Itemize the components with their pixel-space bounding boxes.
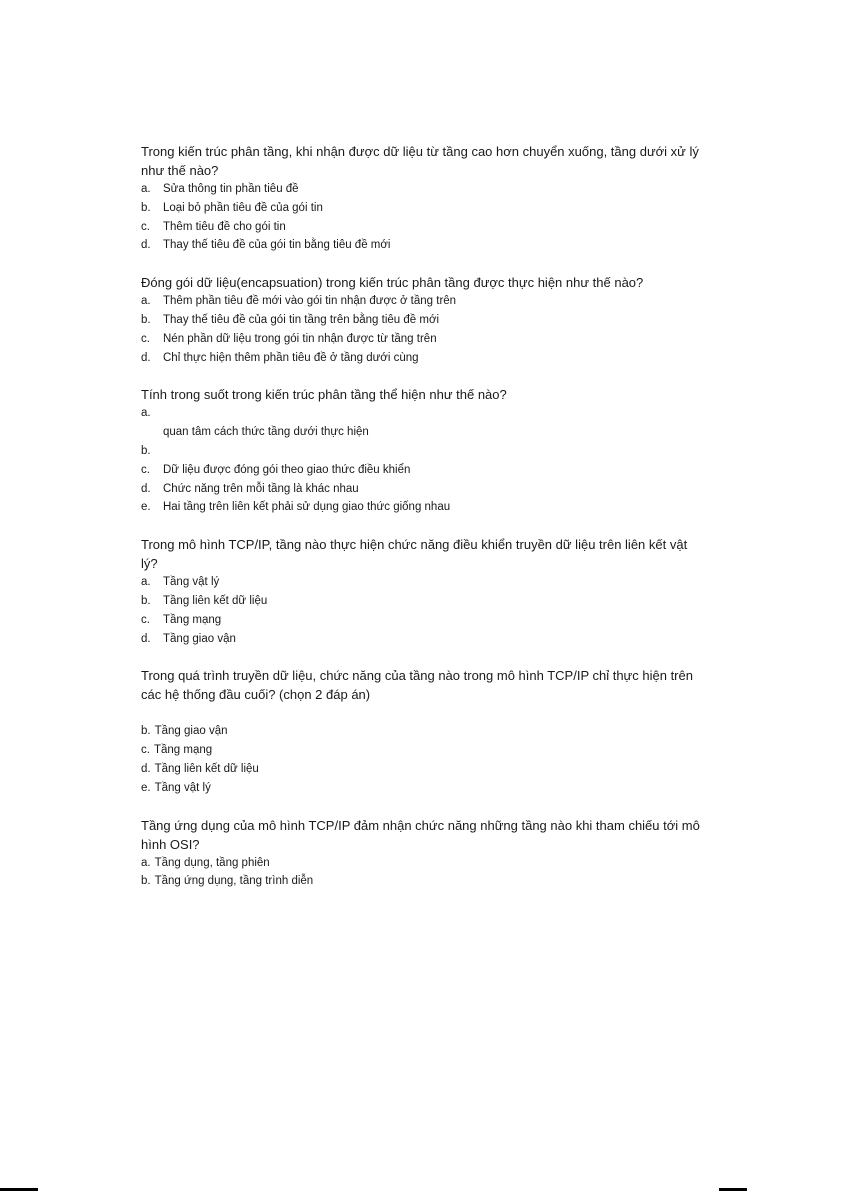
option-3e bbox=[141, 498, 701, 517]
question-6-options bbox=[141, 854, 701, 892]
option-text: Tầng liên kết dữ liệu bbox=[163, 594, 268, 607]
option-text: Tầng giao vận bbox=[163, 632, 236, 645]
option-2a bbox=[141, 292, 701, 311]
question-5-options bbox=[141, 722, 701, 797]
option-text: Tầng dụng, tầng phiên bbox=[154, 856, 270, 869]
option-letter: c. bbox=[141, 220, 150, 233]
question-1-options bbox=[141, 180, 701, 255]
option-letter: c. bbox=[141, 332, 150, 345]
option-4a bbox=[141, 573, 701, 592]
option-letter: b. bbox=[141, 201, 151, 214]
question-2-text: Đóng gói dữ liệu(encapsuation) trong kiến trúc phân tầng được thực hiện như thế nào? bbox=[141, 275, 644, 291]
question-3-text: Tính trong suốt trong kiến trúc phân tầng thể hiện như thế nào? bbox=[141, 387, 507, 403]
option-letter: e. bbox=[141, 781, 151, 794]
question-1 bbox=[141, 142, 701, 255]
option-6a bbox=[141, 854, 701, 873]
question-3 bbox=[141, 385, 701, 517]
option-text: Tầng mạng bbox=[153, 744, 213, 757]
option-letter: a. bbox=[141, 856, 151, 869]
option-5c bbox=[141, 741, 701, 760]
option-5e bbox=[141, 779, 701, 798]
question-4-text: Trong mô hình TCP/IP, tầng nào thực hiện chức năng điều khiển truyền dữ liệu trên liên kết vật lý? bbox=[141, 537, 688, 572]
option-3c bbox=[141, 461, 701, 480]
option-text: Tầng mạng bbox=[163, 613, 222, 626]
option-letter: a. bbox=[141, 295, 151, 308]
question-6-text: Tầng ứng dụng của mô hình TCP/IP đảm nhận chức năng những tầng nào khi tham chiếu tới mô hình OSI? bbox=[141, 817, 700, 852]
question-5 bbox=[141, 666, 701, 797]
question-3-options bbox=[141, 404, 701, 517]
option-5b bbox=[141, 722, 701, 741]
question-1-text: Trong kiến trúc phân tầng, khi nhận được dữ liệu từ tầng cao hơn chuyển xuống, tầng dưới xử lý như thế nào? bbox=[141, 144, 699, 178]
option-letter: d. bbox=[141, 351, 151, 364]
option-1b bbox=[141, 199, 701, 218]
option-5d bbox=[141, 760, 701, 779]
option-text: Tầng ứng dụng, tầng trình diễn bbox=[154, 875, 314, 888]
option-letter: d. bbox=[141, 239, 151, 252]
option-text: quan tâm cách thức tầng dưới thực hiện bbox=[163, 426, 369, 439]
option-1a bbox=[141, 180, 701, 199]
option-4b bbox=[141, 592, 701, 611]
option-text: Thay thế tiêu đề của gói tin bằng tiêu đề mới bbox=[163, 239, 391, 252]
option-letter: d. bbox=[141, 632, 151, 645]
question-4-options bbox=[141, 573, 701, 648]
question-2-options bbox=[141, 292, 701, 367]
option-letter: d. bbox=[141, 762, 151, 775]
option-3a bbox=[141, 404, 701, 423]
option-1d bbox=[141, 236, 701, 255]
option-text: Chức năng trên mỗi tầng là khác nhau bbox=[163, 482, 359, 495]
option-text: Thêm phần tiêu đề mới vào gói tin nhận được ở tầng trên bbox=[163, 295, 457, 308]
option-text bbox=[163, 442, 701, 461]
option-text: Tầng liên kết dữ liệu bbox=[154, 762, 259, 775]
option-2b bbox=[141, 311, 701, 330]
option-letter: b. bbox=[141, 594, 151, 607]
option-letter: a. bbox=[141, 183, 151, 195]
option-letter: b. bbox=[141, 444, 151, 457]
option-letter: b. bbox=[141, 875, 151, 888]
option-4d bbox=[141, 630, 701, 649]
question-list bbox=[141, 142, 701, 909]
blank-line bbox=[141, 704, 701, 722]
question-5-text: Trong quá trình truyền dữ liệu, chức năng của tầng nào trong mô hình TCP/IP chỉ thực hiện trên các hệ thống đầu cuối? (chọn 2 đáp án) bbox=[141, 668, 693, 703]
option-text: Sửa thông tin phần tiêu đề bbox=[163, 183, 299, 195]
option-text: Dữ liệu được đóng gói theo giao thức điều khiển bbox=[163, 463, 411, 476]
option-4c bbox=[141, 611, 701, 630]
option-letter: e. bbox=[141, 501, 151, 514]
option-3d bbox=[141, 480, 701, 499]
option-letter: d. bbox=[141, 482, 151, 495]
option-letter: b. bbox=[141, 313, 151, 326]
option-text: Nén phần dữ liệu trong gói tin nhận được từ tầng trên bbox=[163, 332, 437, 345]
option-text: Loại bỏ phần tiêu đề của gói tin bbox=[163, 201, 323, 214]
option-letter: a. bbox=[141, 407, 151, 420]
option-2d bbox=[141, 349, 701, 368]
option-text: Tầng vật lý bbox=[154, 781, 211, 794]
option-text: Tầng vật lý bbox=[163, 576, 220, 589]
option-letter: a. bbox=[141, 576, 151, 589]
option-letter: c. bbox=[141, 463, 150, 476]
option-text bbox=[163, 404, 701, 423]
option-1c bbox=[141, 218, 701, 237]
option-2c bbox=[141, 330, 701, 349]
option-6b bbox=[141, 872, 701, 891]
option-letter: b. bbox=[141, 725, 151, 738]
option-letter bbox=[141, 423, 163, 442]
option-3a-continued bbox=[141, 423, 701, 442]
option-text: Thay thế tiêu đề của gói tin tầng trên bằng tiêu đề mới bbox=[163, 313, 440, 326]
option-text: Chỉ thực hiện thêm phần tiêu đề ở tầng dưới cùng bbox=[163, 351, 419, 364]
option-letter: c. bbox=[141, 613, 150, 626]
question-2 bbox=[141, 273, 701, 367]
option-text: Tầng giao vận bbox=[154, 725, 228, 738]
question-4 bbox=[141, 535, 701, 648]
option-text: Hai tầng trên liên kết phải sử dụng giao thức giống nhau bbox=[163, 501, 451, 514]
option-3b bbox=[141, 442, 701, 461]
option-letter: c. bbox=[141, 744, 150, 757]
option-text: Thêm tiêu đề cho gói tin bbox=[163, 220, 286, 233]
question-6 bbox=[141, 816, 701, 892]
